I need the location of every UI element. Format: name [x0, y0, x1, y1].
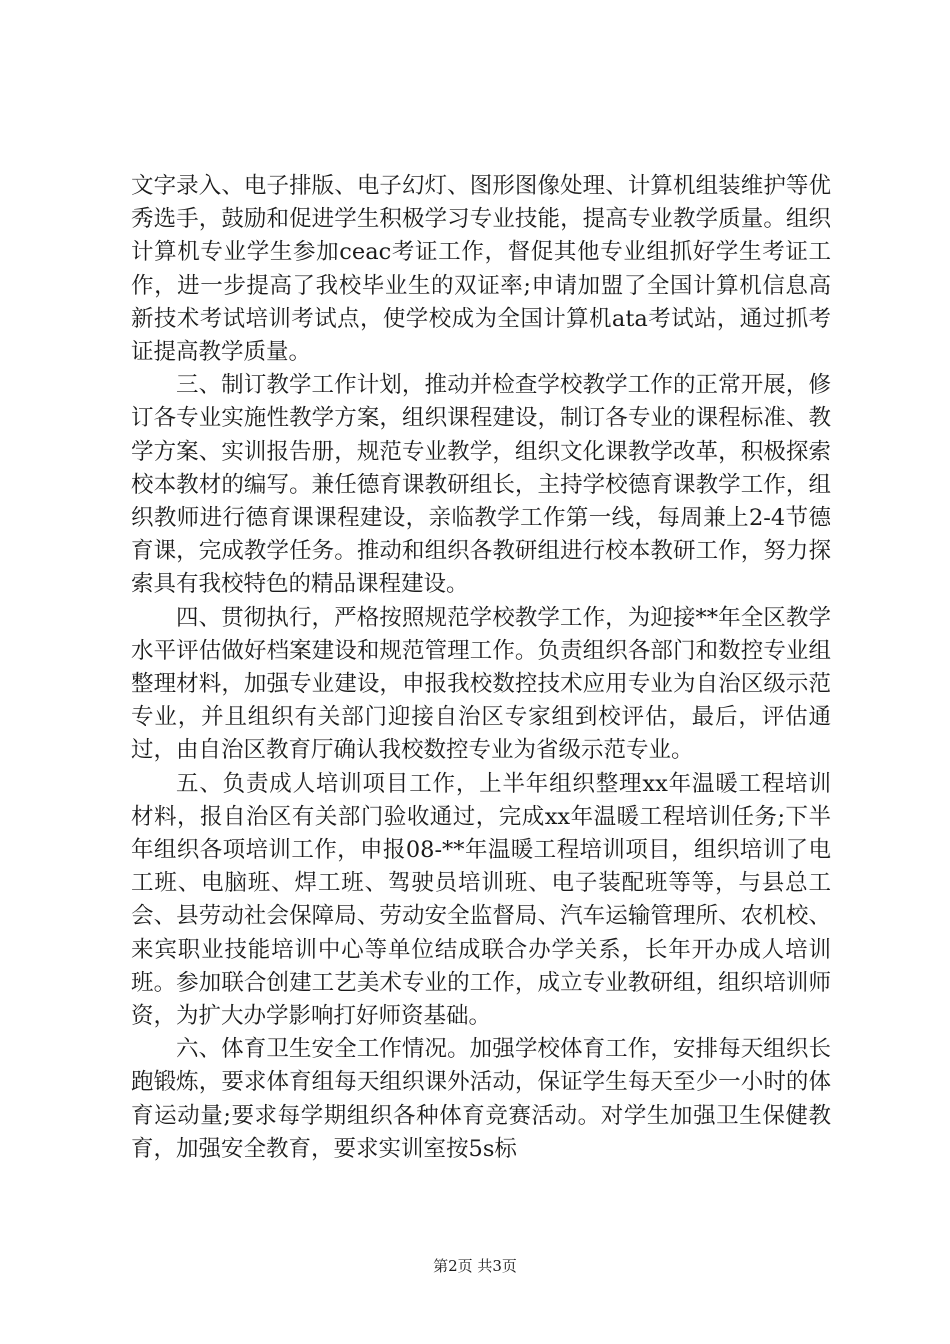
paragraph-section-three: 三、制订教学工作计划，推动并检查学校教学工作的正常开展，修订各专业实施性教学方案，组织课程建设，制订各专业的课程标准、教学方案、实训报告册，规范专业教学，组织文化课教学改革，积极探索校本教材的编写。兼任德育课教研组长，主持学校德育课教学工作，组织教师进行德育课课程建设，亲临教学工作第一线，每周兼上2-4节德育课，完成教学任务。推动和组织各教研组进行校本教研工作，努力探索具有我校特色的精品课程建设。: [131, 372, 831, 598]
document-body: [131, 170, 831, 1166]
paragraph-continuation: 文字录入、电子排版、电子幻灯、图形图像处理、计算机组装维护等优秀选手，鼓励和促进学生积极学习专业技能，提高专业教学质量。组织计算机专业学生参加ceac考证工作，督促其他专业组抓好学生考证工作，进一步提高了我校毕业生的双证率;申请加盟了全国计算机信息高新技术考试培训考试点，使学校成为全国计算机ata考试站，通过抓考证提高教学质量。: [131, 173, 831, 366]
paragraph-section-four: 四、贯彻执行，严格按照规范学校教学工作，为迎接**年全区教学水平评估做好档案建设和规范管理工作。负责组织各部门和数控专业组整理材料，加强专业建设，申报我校数控技术应用专业为自治区级示范专业，并且组织有关部门迎接自治区专家组到校评估，最后，评估通过，由自治区教育厅确认我校数控专业为省级示范专业。: [131, 604, 831, 764]
paragraph-section-five: 五、负责成人培训项目工作，上半年组织整理xx年温暖工程培训材料，报自治区有关部门验收通过，完成xx年温暖工程培训任务;下半年组织各项培训工作，申报08-**年温暖工程培训项目，组织培训了电工班、电脑班、焊工班、驾驶员培训班、电子装配班等等，与县总工会、县劳动社会保障局、劳动安全监督局、汽车运输管理所、农机校、来宾职业技能培训中心等单位结成联合办学关系，长年开办成人培训班。参加联合创建工艺美术专业的工作，成立专业教研组，组织培训师资，为扩大办学影响打好师资基础。: [131, 770, 831, 1030]
page-footer: [0, 1256, 950, 1276]
paragraph-section-six: 六、体育卫生安全工作情况。加强学校体育工作，安排每天组织长跑锻炼，要求体育组每天组织课外活动，保证学生每天至少一小时的体育运动量;要求每学期组织各种体育竞赛活动。对学生加强卫生保健教育，加强安全教育，要求实训室按5s标: [131, 1036, 831, 1162]
page-number-label: 第2页 共3页: [433, 1257, 517, 1275]
